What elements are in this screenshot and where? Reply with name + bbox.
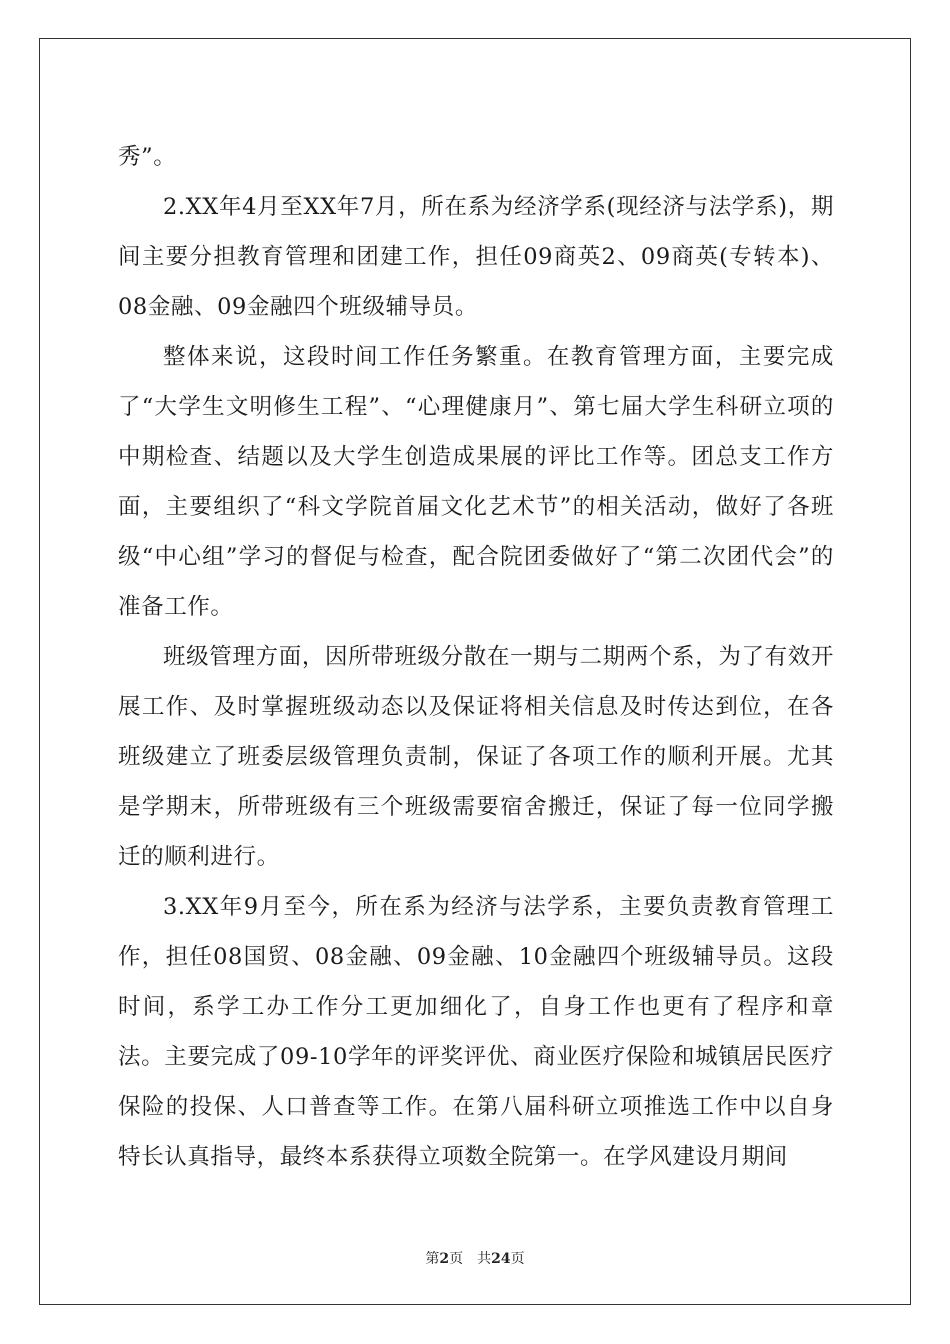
page-prefix: 第	[425, 1251, 440, 1267]
paragraph-1: 秀”。	[118, 144, 177, 170]
paragraph-3: 整体来说，这段时间工作任务繁重。在教育管理方面，主要完成了“大学生文明修生工程”、“心理健康月”、第七届大学生科研立项的中期检查、结题以及大学生创造成果展的评比工作等。团总支工作方面，主要组织了“科文学院首届文化艺术节”的相关活动，做好了各班级“中心组”学习的督促与检查，配合院团委做好了“第二次团代会”的准备工作。	[118, 344, 834, 620]
paragraph-5: 3.XX年9月至今，所在系为经济与法学系，主要负责教育管理工作，担任08国贸、08金融、09金融、10金融四个班级辅导员。这段时间，系学工办工作分工更加细化了，自身工作也更有了程序和章法。主要完成了09-10学年的评奖评优、商业医疗保险和城镇居民医疗保险的投保、人口普查等工作。在第八届科研立项推选工作中以自身特长认真指导，最终本系获得立项数全院第一。在学风建设月期间	[118, 894, 834, 1170]
page-mid: 页 共	[449, 1251, 492, 1267]
paragraph-4: 班级管理方面，因所带班级分散在一期与二期两个系，为了有效开展工作、及时掌握班级动态以及保证将相关信息及时传达到位，在各班级建立了班委层级管理负责制，保证了各项工作的顺利开展。尤其是学期末，所带班级有三个班级需要宿舍搬迁，保证了每一位同学搬迁的顺利进行。	[118, 644, 834, 870]
paragraph-2: 2.XX年4月至XX年7月，所在系为经济学系(现经济与法学系)，期间主要分担教育管理和团建工作，担任09商英2、09商英(专转本)、08金融、09金融四个班级辅导员。	[118, 194, 834, 320]
page-suffix: 页	[510, 1251, 525, 1267]
page-footer	[0, 1248, 950, 1268]
document-body	[118, 132, 834, 1182]
page-total: 24	[491, 1251, 511, 1267]
page-current: 2	[439, 1251, 450, 1267]
